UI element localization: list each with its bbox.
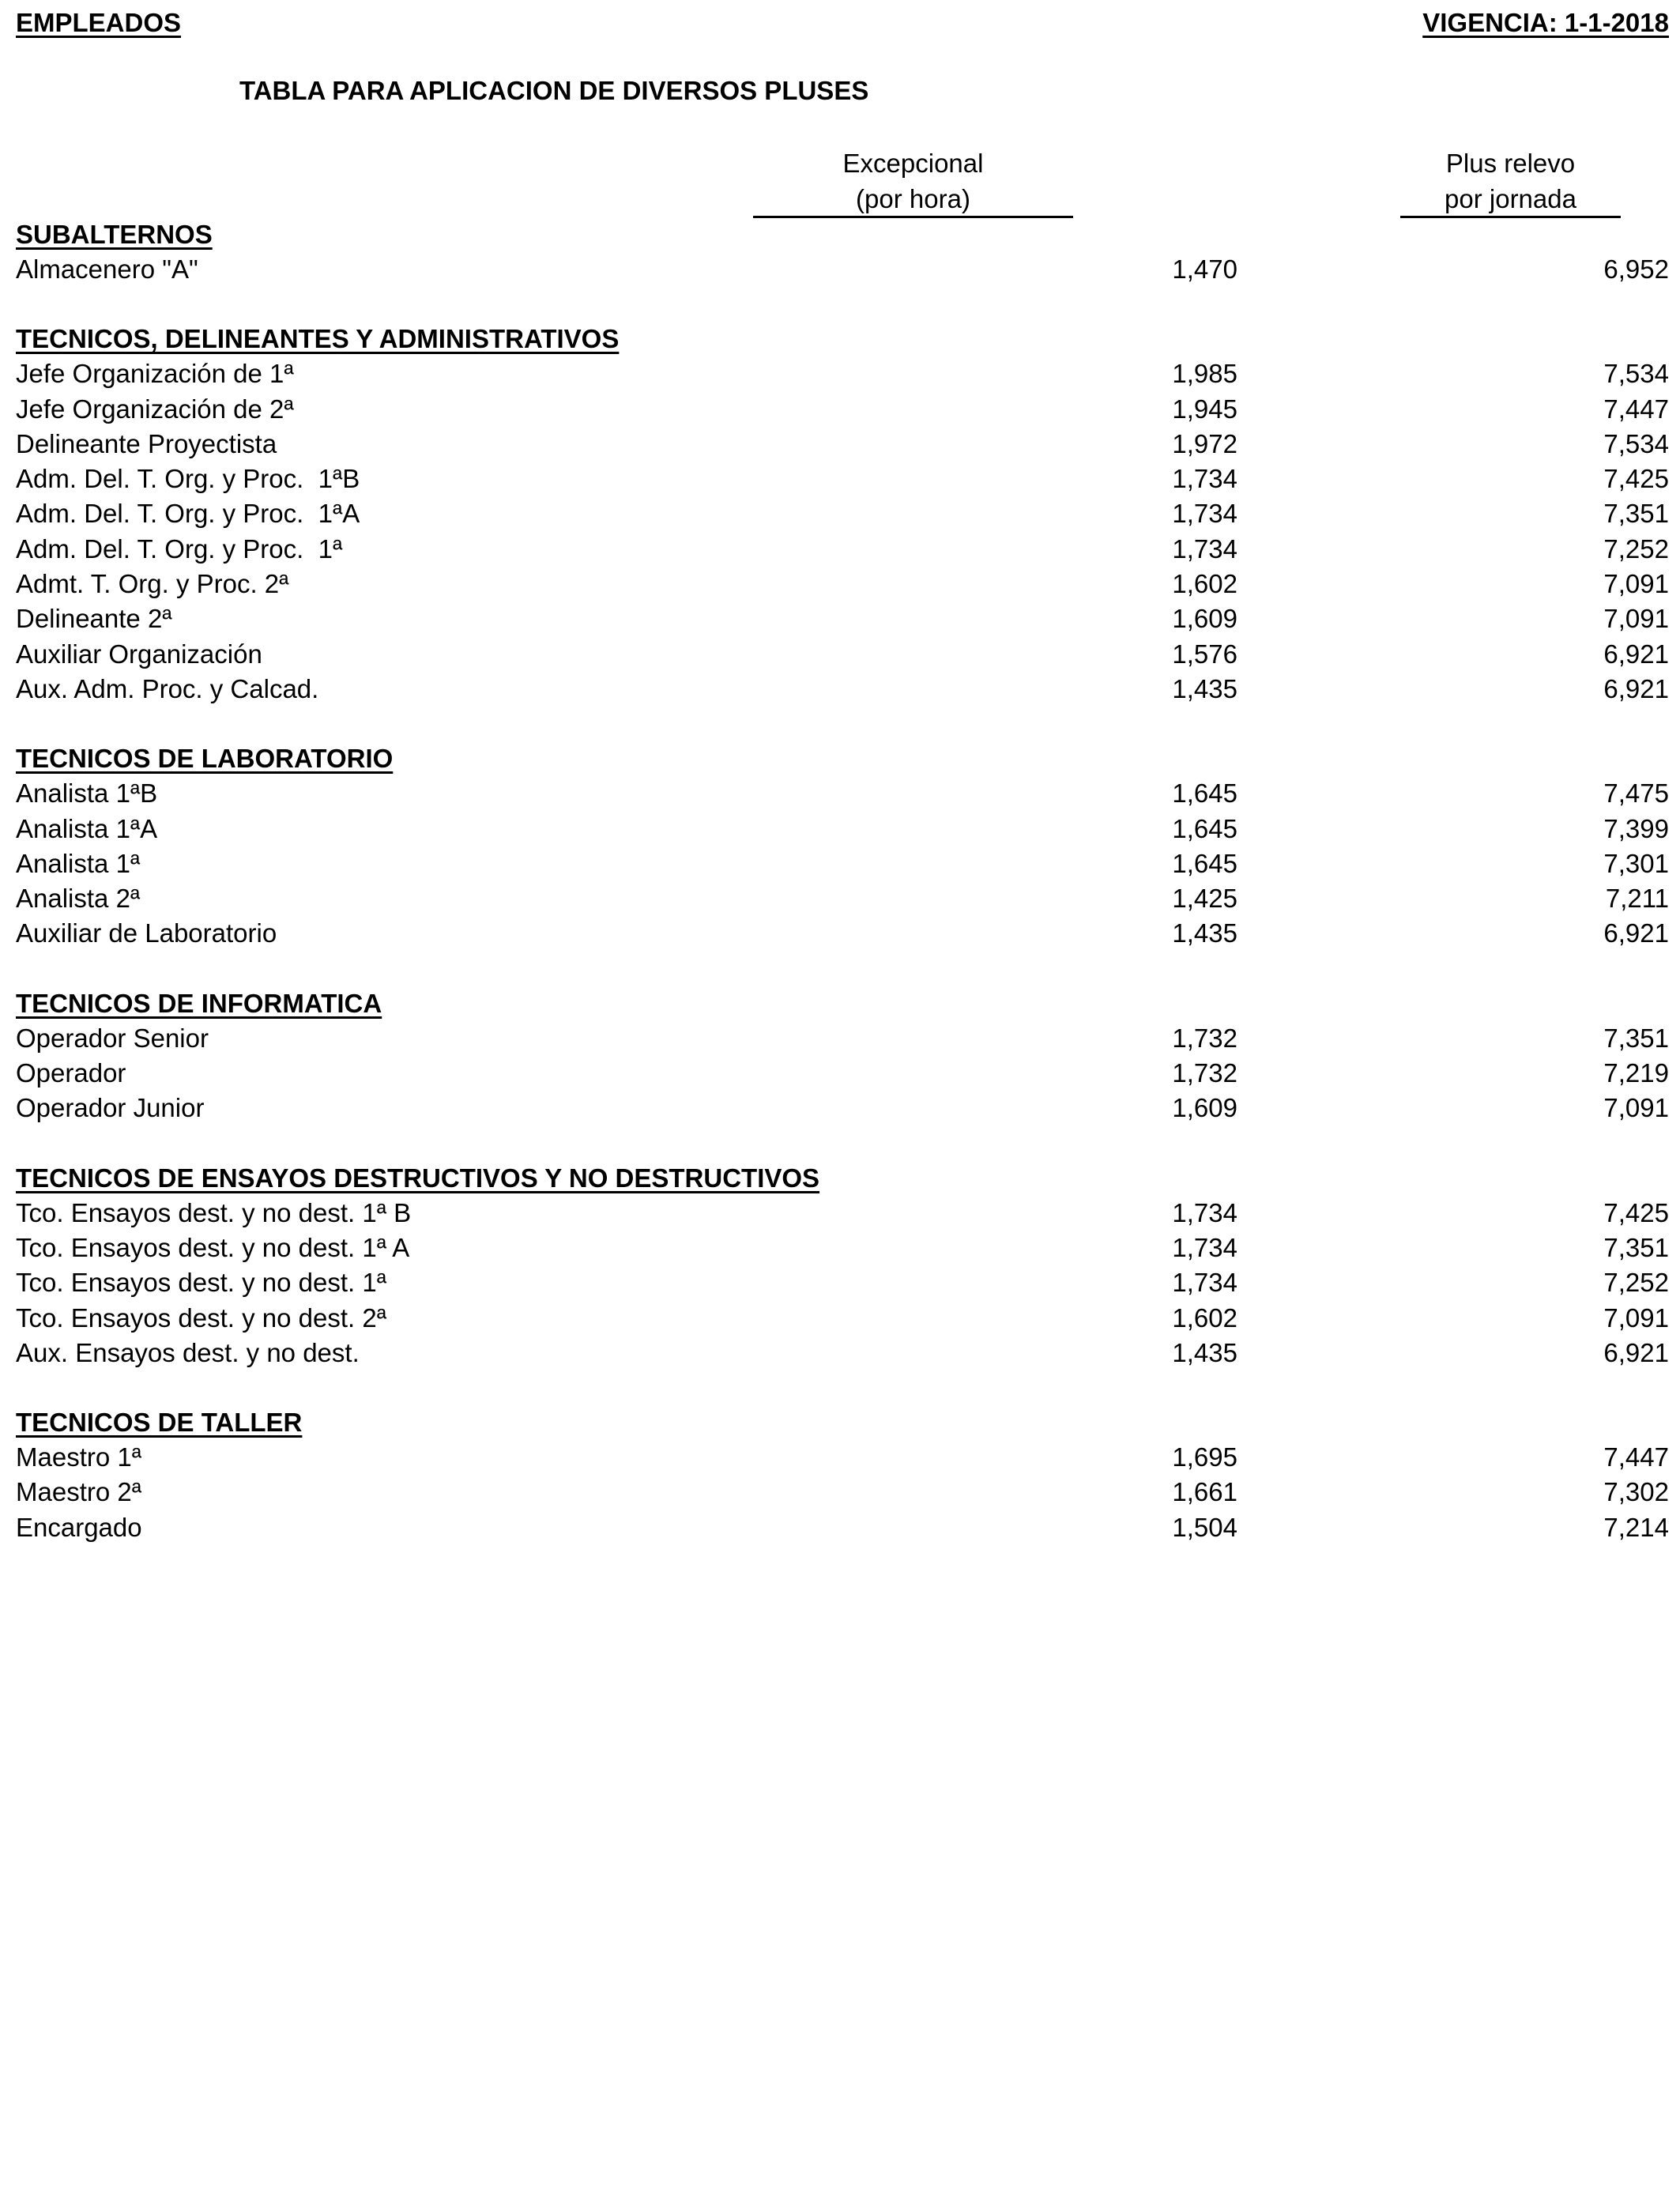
excepcional-value: 1,734	[1172, 1232, 1237, 1262]
column-header-excepcional-line1: Excepcional	[842, 149, 984, 178]
excepcional-value: 1,734	[1172, 464, 1237, 494]
table-row	[16, 812, 1669, 846]
plus-relevo-value: 6,921	[1603, 639, 1669, 669]
category-label: Adm. Del. T. Org. y Proc. 1ªA	[16, 499, 360, 529]
excepcional-value: 1,734	[1172, 499, 1237, 529]
column-header-excepcional	[753, 145, 1073, 218]
section-title	[16, 322, 1669, 356]
excepcional-value: 1,734	[1172, 533, 1237, 564]
table-row	[16, 1231, 1669, 1265]
excepcional-value: 1,602	[1172, 1302, 1237, 1333]
section-title-text: TECNICOS DE INFORMATICA	[16, 988, 382, 1018]
table-row	[16, 1021, 1669, 1056]
excepcional-value: 1,645	[1172, 813, 1237, 843]
category-label: Aux. Adm. Proc. y Calcad.	[16, 673, 319, 703]
column-header-plus-relevo	[1400, 145, 1621, 218]
section-spacer	[16, 287, 1669, 322]
table-row	[16, 672, 1669, 707]
section-spacer	[16, 707, 1669, 741]
plus-relevo-value: 6,952	[1603, 254, 1669, 284]
header-effective-date: VIGENCIA: 1-1-2018	[1422, 8, 1669, 37]
category-label: Tco. Ensayos dest. y no dest. 1ª	[16, 1268, 386, 1298]
excepcional-value: 1,435	[1172, 1337, 1237, 1367]
section-title	[16, 1405, 1669, 1440]
header-category: EMPLEADOS	[16, 8, 182, 37]
excepcional-value: 1,609	[1172, 604, 1237, 634]
excepcional-value: 1,425	[1172, 884, 1237, 914]
excepcional-value: 1,732	[1172, 1023, 1237, 1053]
table-row	[16, 356, 1669, 391]
plus-relevo-value: 6,921	[1603, 673, 1669, 703]
column-header-plus-relevo-line2: por jornada	[1445, 184, 1576, 213]
plus-relevo-value: 7,252	[1603, 1268, 1669, 1298]
category-label: Maestro 2ª	[16, 1477, 141, 1507]
excepcional-value: 1,985	[1172, 359, 1237, 389]
excepcional-value: 1,435	[1172, 918, 1237, 948]
plus-relevo-value: 7,091	[1603, 1302, 1669, 1333]
section-spacer	[16, 1126, 1669, 1161]
table-row	[16, 1475, 1669, 1510]
category-label: Encargado	[16, 1512, 142, 1542]
table-row	[16, 1510, 1669, 1545]
table-row	[16, 846, 1669, 881]
table-row	[16, 916, 1669, 951]
plus-relevo-value: 7,425	[1603, 1197, 1669, 1227]
category-label: Operador	[16, 1058, 126, 1088]
table-row	[16, 776, 1669, 811]
plus-relevo-value: 7,214	[1603, 1512, 1669, 1542]
section-title-text: TECNICOS DE LABORATORIO	[16, 744, 394, 774]
plus-relevo-value: 7,302	[1603, 1477, 1669, 1507]
excepcional-value: 1,504	[1172, 1512, 1237, 1542]
category-label: Jefe Organización de 1ª	[16, 359, 294, 389]
section-title-text: TECNICOS DE ENSAYOS DESTRUCTIVOS Y NO DESTRUCTIVOS	[16, 1163, 820, 1193]
category-label: Adm. Del. T. Org. y Proc. 1ªB	[16, 464, 360, 494]
category-label: Delineante Proyectista	[16, 428, 277, 458]
plus-relevo-value: 7,425	[1603, 464, 1669, 494]
plus-relevo-value: 7,447	[1603, 394, 1669, 424]
category-label: Maestro 1ª	[16, 1442, 141, 1472]
column-header-excepcional-line2: (por hora)	[856, 184, 970, 213]
category-label: Auxiliar de Laboratorio	[16, 918, 277, 948]
plus-relevo-value: 7,301	[1603, 848, 1669, 878]
plus-relevo-value: 7,211	[1605, 884, 1669, 914]
plus-relevo-value: 6,921	[1603, 918, 1669, 948]
table-row	[16, 462, 1669, 496]
plus-relevo-value: 7,475	[1603, 778, 1669, 809]
category-label: Analista 1ª	[16, 848, 141, 878]
table-row	[16, 496, 1669, 531]
section-title	[16, 986, 1669, 1021]
table-row	[16, 427, 1669, 462]
table-row	[16, 1440, 1669, 1475]
category-label: Almacenero "A"	[16, 254, 198, 284]
plus-relevo-value: 7,219	[1603, 1058, 1669, 1088]
section-title-text: SUBALTERNOS	[16, 220, 213, 249]
plus-relevo-value: 7,091	[1603, 604, 1669, 634]
category-label: Analista 2ª	[16, 884, 141, 914]
excepcional-value: 1,972	[1172, 428, 1237, 458]
excepcional-value: 1,734	[1172, 1268, 1237, 1298]
excepcional-value: 1,576	[1172, 639, 1237, 669]
excepcional-value: 1,645	[1172, 848, 1237, 878]
section-title-text: TECNICOS DE TALLER	[16, 1408, 303, 1438]
category-label: Auxiliar Organización	[16, 639, 262, 669]
excepcional-value: 1,695	[1172, 1442, 1237, 1472]
category-label: Analista 1ªA	[16, 813, 158, 843]
section-spacer	[16, 952, 1669, 986]
plus-relevo-value: 7,534	[1603, 428, 1669, 458]
table-row	[16, 532, 1669, 567]
category-label: Jefe Organización de 2ª	[16, 394, 294, 424]
table-row	[16, 1196, 1669, 1231]
table-row	[16, 1301, 1669, 1336]
plus-relevo-value: 7,447	[1603, 1442, 1669, 1472]
category-label: Tco. Ensayos dest. y no dest. 1ª A	[16, 1232, 410, 1262]
section-spacer	[16, 1370, 1669, 1405]
document-header	[16, 5, 1669, 41]
table-row	[16, 1056, 1669, 1091]
plus-relevo-value: 7,091	[1603, 569, 1669, 599]
table-row	[16, 1336, 1669, 1370]
plus-relevo-value: 7,534	[1603, 359, 1669, 389]
table-row	[16, 392, 1669, 427]
category-label: Tco. Ensayos dest. y no dest. 1ª B	[16, 1197, 412, 1227]
excepcional-value: 1,435	[1172, 673, 1237, 703]
excepcional-value: 1,609	[1172, 1093, 1237, 1123]
excepcional-value: 1,732	[1172, 1058, 1237, 1088]
table-row	[16, 252, 1669, 287]
plus-relevo-value: 7,091	[1603, 1093, 1669, 1123]
category-label: Operador Senior	[16, 1023, 209, 1053]
table-row	[16, 1091, 1669, 1125]
section-title-text: TECNICOS, DELINEANTES Y ADMINISTRATIVOS	[16, 324, 620, 354]
category-label: Tco. Ensayos dest. y no dest. 2ª	[16, 1302, 386, 1333]
excepcional-value: 1,945	[1172, 394, 1237, 424]
category-label: Operador Junior	[16, 1093, 205, 1123]
excepcional-value: 1,734	[1172, 1197, 1237, 1227]
table-row	[16, 1265, 1669, 1300]
excepcional-value: 1,470	[1172, 254, 1237, 284]
column-header-plus-relevo-line1: Plus relevo	[1445, 149, 1576, 178]
category-label: Adm. Del. T. Org. y Proc. 1ª	[16, 533, 343, 564]
excepcional-value: 1,645	[1172, 778, 1237, 809]
excepcional-value: 1,602	[1172, 569, 1237, 599]
table-row	[16, 567, 1669, 601]
category-label: Analista 1ªB	[16, 778, 158, 809]
plus-relevo-value: 6,921	[1603, 1337, 1669, 1367]
section-title	[16, 1161, 1669, 1196]
excepcional-value: 1,661	[1172, 1477, 1237, 1507]
plus-relevo-value: 7,351	[1603, 1232, 1669, 1262]
pluses-table	[16, 217, 1669, 1545]
plus-relevo-value: 7,252	[1603, 533, 1669, 564]
plus-relevo-value: 7,351	[1603, 1023, 1669, 1053]
plus-relevo-value: 7,351	[1603, 499, 1669, 529]
table-row	[16, 637, 1669, 672]
category-label: Aux. Ensayos dest. y no dest.	[16, 1337, 360, 1367]
category-label: Delineante 2ª	[16, 604, 172, 634]
section-title	[16, 217, 1669, 252]
section-title	[16, 741, 1669, 776]
table-row	[16, 881, 1669, 916]
category-label: Admt. T. Org. y Proc. 2ª	[16, 569, 289, 599]
table-row	[16, 601, 1669, 636]
plus-relevo-value: 7,399	[1603, 813, 1669, 843]
document-title: TABLA PARA APLICACION DE DIVERSOS PLUSES	[239, 76, 869, 105]
